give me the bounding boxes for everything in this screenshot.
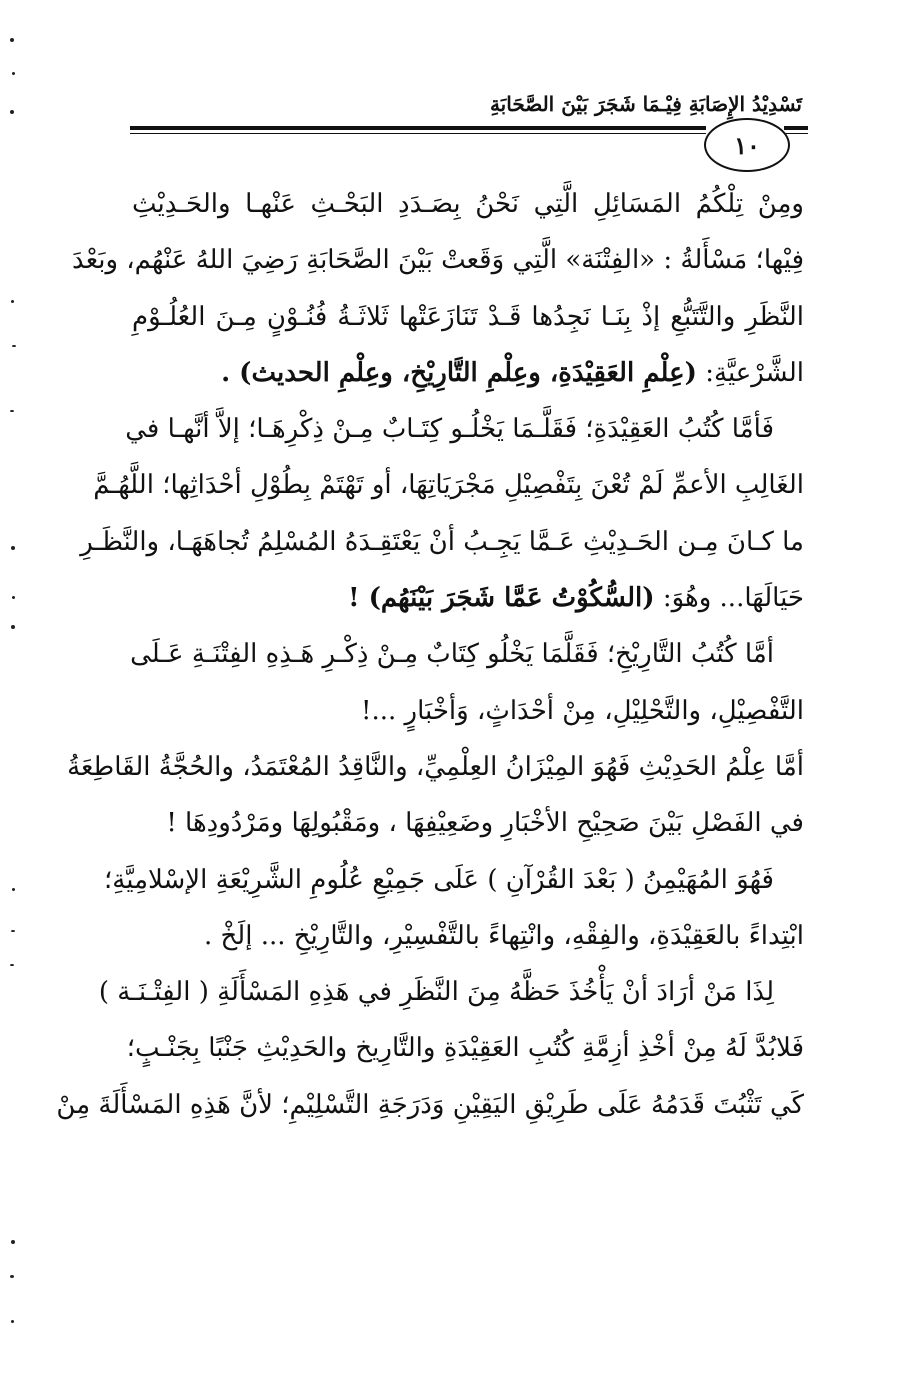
text-line: الغَالِبِ الأعمِّ لَمْ تُعْنَ بِتَفْصِيْلِ مَجْرَيَاتِهَا، أو تَهْتَمْ بِطُوْلِ أحْدَاثِها؛ اللَّهُـمَّ <box>93 470 804 501</box>
text-line: ومِنْ تِلْكُمُ المَسَائِلِ الَّتِي نَحْنُ بِصَـدَدِ البَحْـثِ عَنْهـا والحَـدِيْثِ <box>132 189 804 219</box>
scan-speck <box>12 345 16 347</box>
text-line <box>132 570 804 626</box>
scan-speck <box>11 930 15 932</box>
text-line: أمَّا كُتُبُ التَّارِيْخِ؛ فَقَلَّمَا يَخْلُو كِتَابٌ مِـنْ ذِكْـرِ هَـذِهِ الفِتْنَـةِ عَـلَى <box>130 639 774 670</box>
scan-speck <box>11 625 15 629</box>
scan-speck <box>11 1320 14 1323</box>
text-line: النَّظَرِ والتَّتَبُّعِ إذْ بِنَـا نَجِدُها قَـدْ تَنَازَعَتْها ثَلاثَـةُ فُنُـوْنٍ مِـنَ العُلُـوْمِ <box>132 301 804 332</box>
text-line: ما كـانَ مِـن الحَـدِيْثِ عَـمَّا يَجِـبُ أنْ يَعْتَقِـدَهُ المُسْلِمُ تُجاهَهَـا، والنَّظَـرِ <box>80 526 804 557</box>
text-line-start: حَيَالَهَا... وهُوَ: <box>662 583 804 614</box>
scan-speck <box>11 300 14 303</box>
scan-speck <box>10 1275 14 1278</box>
text-line: ابْتِداءً بالعَقِيْدَةِ، والفِقْهِ، وانْتِهاءً بالتَّفْسِيْرِ، والتَّارِيْخِ ... إلَخْ . <box>203 920 804 951</box>
page-number <box>704 118 790 172</box>
header-rule-right-thick <box>784 126 808 130</box>
text-line-start: الشَّرْعيَّةِ: <box>705 357 804 388</box>
text-line <box>132 345 804 401</box>
header-rule-thin <box>130 133 706 134</box>
text-line: التَّفْصِيْلِ، والتَّحْلِيْلِ، مِنْ أحْدَاثٍ، وَأخْبَارٍ ...! <box>361 695 804 726</box>
running-header-title: تَسْدِيْدُ الإِصَابَةِ فِيْـمَا شَجَرَ بَيْنَ الصَّحَابَةِ <box>489 92 802 116</box>
scan-speck <box>12 888 15 891</box>
page-number-text: ١٠ <box>734 130 760 160</box>
header-rule-right-thin <box>784 133 808 134</box>
scan-speck <box>11 546 15 550</box>
scan-speck <box>10 110 14 114</box>
bold-phrase: (السُّكُوْتُ عَمَّا شَجَرَ بَيْنَهُم) ! <box>348 583 655 614</box>
text-line: في الفَصْلِ بَيْنَ صَحِيْحِ الأخْبَارِ وضَعِيْفِهَا ، ومَقْبُولِهَا ومَرْدُودِهَا ! <box>166 808 804 839</box>
scan-speck <box>10 410 14 412</box>
scan-speck <box>10 964 14 966</box>
scan-speck <box>12 72 15 75</box>
text-line: أمَّا عِلْمُ الحَدِيْثِ فَهُوَ المِيْزَانُ العِلْمِيِّ، والنَّاقِدُ المُعْتَمَدُ، والحُجَّةُ القَاطِعَةُ <box>67 751 804 782</box>
scan-speck <box>10 38 14 42</box>
text-line: فَأمَّا كُتُبُ العَقِيْدَةِ؛ فَقَلَّـمَا يَخْلُـو كِتَـابٌ مِـنْ ذِكْرِهَـا؛ إلاَّ أنَّهـا في <box>125 414 774 445</box>
bold-phrase: (عِلْمِ العَقِيْدَةِ، وعِلْمِ التَّارِيْخِ، وعِلْمِ الحديث) . <box>221 357 697 388</box>
text-line: لِذَا مَنْ أرَادَ أنْ يَأْخُذَ حَظَّهُ مِنَ النَّظَرِ في هَذِهِ المَسْأَلَةِ ( الفِتْـنَـة ) <box>98 977 774 1008</box>
scan-speck <box>12 596 15 599</box>
scan-speck <box>11 1240 15 1244</box>
text-line: فِيْها؛ مَسْأَلةُ : «الفِتْنَة» الَّتِي وَقَعتْ بَيْنَ الصَّحَابَةِ رَضِيَ اللهُ عَنْهُم، وبَعْدَ <box>72 245 804 276</box>
header-rule-thick <box>130 126 706 130</box>
text-line: كَي تَثْبُتَ قَدَمُهُ عَلَى طَرِيْقِ اليَقِيْنِ وَدَرَجَةِ التَّسْلِيْمِ؛ لأنَّ هَذِهِ المَسْأَلَةَ مِنْ <box>56 1089 804 1120</box>
text-line: فَهُوَ المُهَيْمِنُ ( بَعْدَ القُرْآنِ ) عَلَى جَمِيْعِ عُلُومِ الشَّرِيْعَةِ الإسْلامِيَّةِ؛ <box>104 864 774 895</box>
text-line: فَلابُدَّ لَهُ مِنْ أخْذِ أزِمَّةِ كُتُبِ العَقِيْدَةِ والتَّارِيخ والحَدِيْثِ جَنْبًا بِجَنْـبٍ؛ <box>126 1033 804 1064</box>
body-text <box>56 176 804 1133</box>
